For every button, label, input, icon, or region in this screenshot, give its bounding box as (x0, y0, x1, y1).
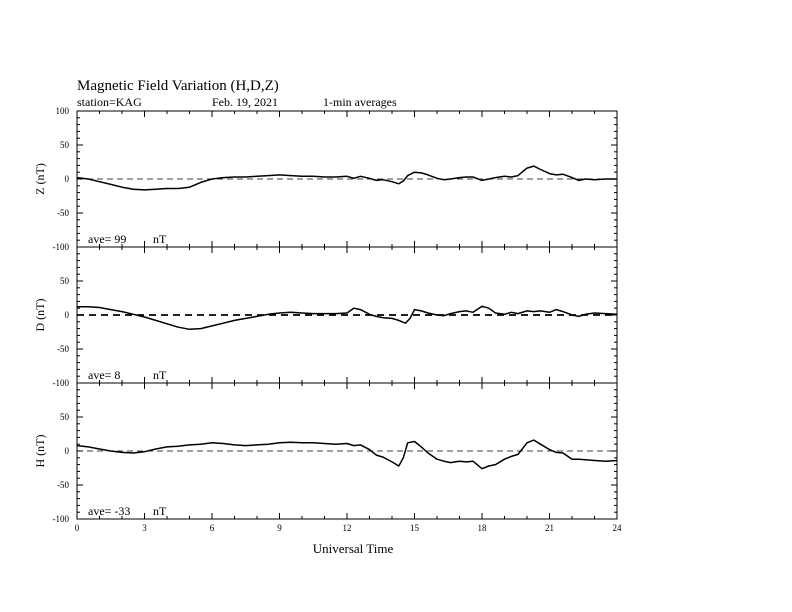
series-line-0 (77, 440, 617, 469)
average-label: ave= -33 (88, 504, 131, 518)
x-tick-label: 18 (477, 523, 487, 533)
x-tick-label: 24 (612, 523, 622, 533)
x-axis-title: Universal Time (312, 541, 394, 556)
y-tick-label: -50 (57, 480, 69, 490)
y-axis-title: H (nT) (33, 434, 47, 468)
y-tick-label: 100 (55, 106, 69, 116)
station-label: station=KAG (77, 95, 142, 109)
averaging-label: 1-min averages (323, 95, 397, 109)
average-unit: nT (153, 504, 167, 518)
y-tick-label: 0 (64, 310, 69, 320)
panel-1 (33, 247, 617, 388)
y-axis-title: D (nT) (33, 298, 47, 332)
chart-title: Magnetic Field Variation (H,D,Z) (77, 78, 279, 94)
x-tick-label: 15 (410, 523, 419, 533)
average-unit: nT (153, 368, 167, 382)
y-tick-label: 50 (60, 140, 69, 150)
y-tick-label: -100 (52, 378, 69, 388)
x-tick-label: 6 (209, 523, 215, 533)
x-tick-label: 0 (74, 523, 80, 533)
average-label: ave= 8 (88, 368, 121, 382)
series-line-0 (77, 306, 617, 329)
y-tick-label: 50 (60, 276, 69, 286)
y-tick-label: -50 (57, 344, 69, 354)
x-tick-label: 3 (142, 523, 147, 533)
average-label: ave= 99 (88, 232, 127, 246)
average-unit: nT (153, 232, 167, 246)
series-line-0 (77, 166, 617, 190)
date-label: Feb. 19, 2021 (212, 95, 278, 109)
x-tick-label: 12 (342, 523, 352, 533)
y-tick-label: 50 (60, 412, 69, 422)
y-tick-label: 0 (64, 446, 69, 456)
y-tick-label: -100 (52, 242, 69, 252)
y-tick-label: -100 (52, 514, 69, 524)
y-tick-label: 0 (64, 174, 69, 184)
panel-2 (33, 383, 617, 524)
y-axis-title: Z (nT) (33, 163, 47, 195)
y-tick-label: -50 (57, 208, 69, 218)
x-tick-label: 21 (545, 523, 554, 533)
panel-0 (33, 106, 617, 252)
x-tick-label: 9 (277, 523, 282, 533)
